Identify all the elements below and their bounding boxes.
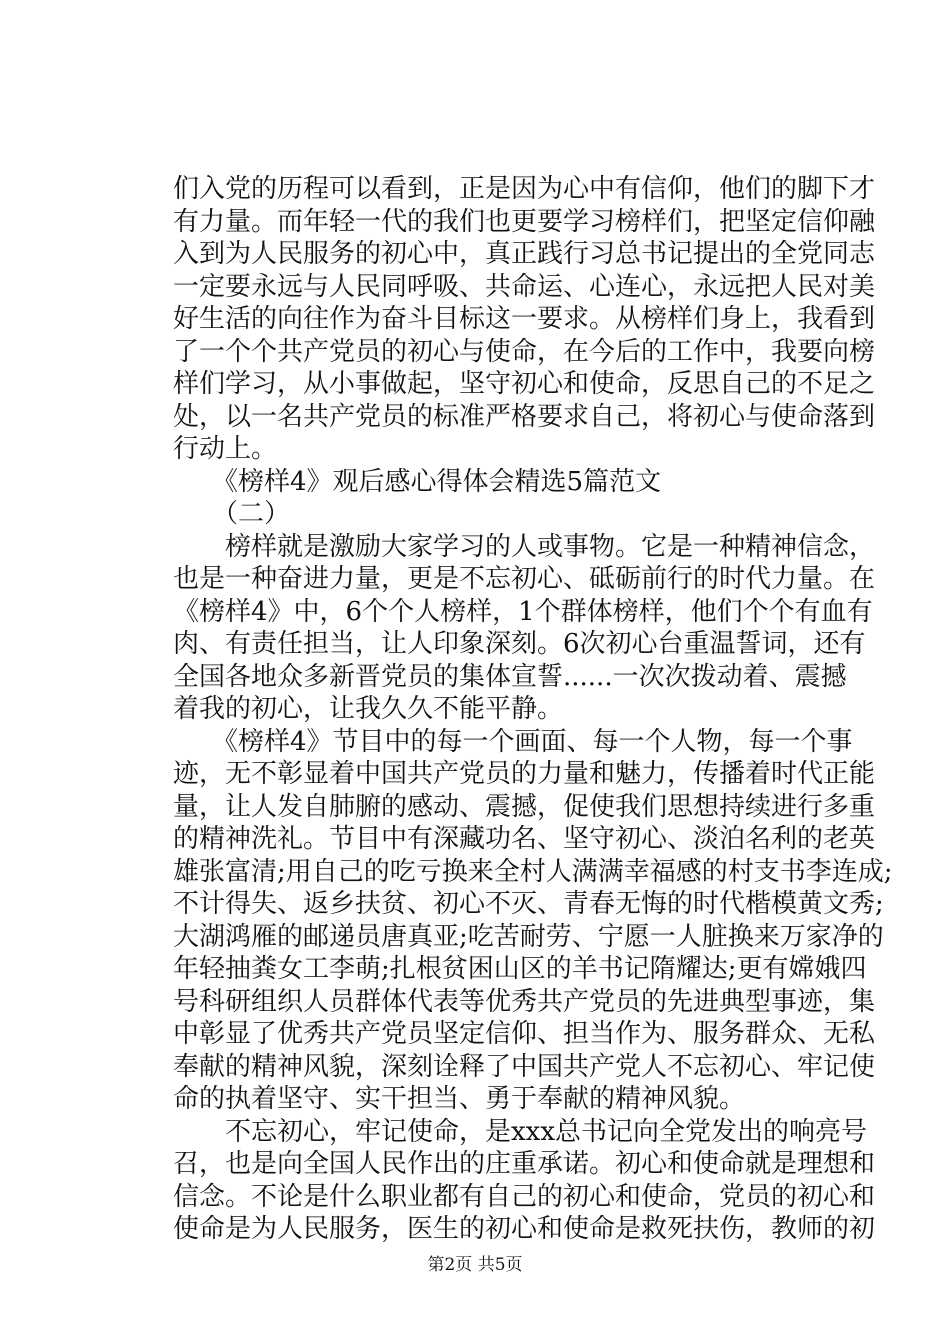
text-line: 迹，无不彰显着中国共产党员的力量和魅力，传播着时代正能 [173,759,876,789]
text-line: 的精神洗礼。节目中有深藏功名、坚守初心、淡泊名利的老英 [173,824,876,854]
text-line: 命的执着坚守、实干担当、勇于奉献的精神风貌。 [173,1084,746,1114]
text-line: 信念。不论是什么职业都有自己的初心和使命，党员的初心和 [173,1181,876,1212]
page-number-footer: 第2页 共5页 [427,1254,523,1275]
text-line: 全国各地众多新晋党员的集体宣誓......一次次拨动着、震撼 [173,661,847,692]
text-line: 肉、有责任担当，让人印象深刻。6次初心台重温誓词，还有 [173,629,866,659]
text-line: 着我的初心，让我久久不能平静。 [173,694,564,724]
text-line: 中彰显了优秀共产党员坚定信仰、担当作为、服务群众、无私 [173,1019,876,1049]
text-line: 好生活的向往作为奋斗目标这一要求。从榜样们身上，我看到 [173,304,876,334]
text-line: 了一个个共产党员的初心与使命，在今后的工作中，我要向榜 [173,336,876,367]
text-line: 量，让人发自肺腑的感动、震撼，促使我们思想持续进行多重 [173,791,876,822]
article-title: 《榜样4》观后感心得体会精选5篇范文 [173,466,662,497]
text-line: 不计得失、返乡扶贫、初心不灭、青春无悔的时代楷模黄文秀; [173,889,884,919]
text-line: 召，也是向全国人民作出的庄重承诺。初心和使命就是理想和 [173,1149,876,1179]
text-line: 使命是为人民服务，医生的初心和使命是救死扶伤，教师的初 [173,1214,876,1244]
text-line: 们入党的历程可以看到，正是因为心中有信仰，他们的脚下才 [173,174,876,204]
text-line: 行动上。 [173,434,278,464]
text-line: 有力量。而年轻一代的我们也更要学习榜样们，把坚定信仰融 [173,206,876,237]
text-line: 榜样就是激励大家学习的人或事物。它是一种精神信念， [173,531,876,562]
text-line: 也是一种奋进力量，更是不忘初心、砥砺前行的时代力量。在 [173,564,876,594]
text-line: 大湖鸿雁的邮递员唐真亚;吃苦耐劳、宁愿一人脏换来万家净的 [173,921,884,952]
text-line: 奉献的精神风貌，深刻诠释了中国共产党人不忘初心、牢记使 [173,1051,876,1082]
section-number: （二） [173,499,291,529]
text-line: 一定要永远与人民同呼吸、共命运、心连心，永远把人民对美 [173,271,876,302]
text-line: 样们学习，从小事做起，坚守初心和使命，反思自己的不足之 [173,369,876,399]
text-line: 《榜样4》节目中的每一个画面、每一个人物，每一个事 [173,726,853,757]
text-line: 入到为人民服务的初心中，真正践行习总书记提出的全党同志 [173,239,876,269]
text-line: 年轻抽粪女工李萌;扎根贫困山区的羊书记隋耀达;更有嫦娥四 [173,954,867,984]
text-line: 号科研组织人员群体代表等优秀共产党员的先进典型事迹，集 [173,986,876,1017]
text-line: 雄张富清;用自己的吃亏换来全村人满满幸福感的村支书李连成; [173,856,893,887]
text-line: 《榜样4》中，6个个人榜样，1个群体榜样，他们个个有血有 [173,596,873,627]
text-line: 不忘初心，牢记使命，是xxx总书记向全党发出的响亮号 [173,1116,867,1147]
text-line: 处，以一名共产党员的标准严格要求自己，将初心与使命落到 [173,401,876,432]
